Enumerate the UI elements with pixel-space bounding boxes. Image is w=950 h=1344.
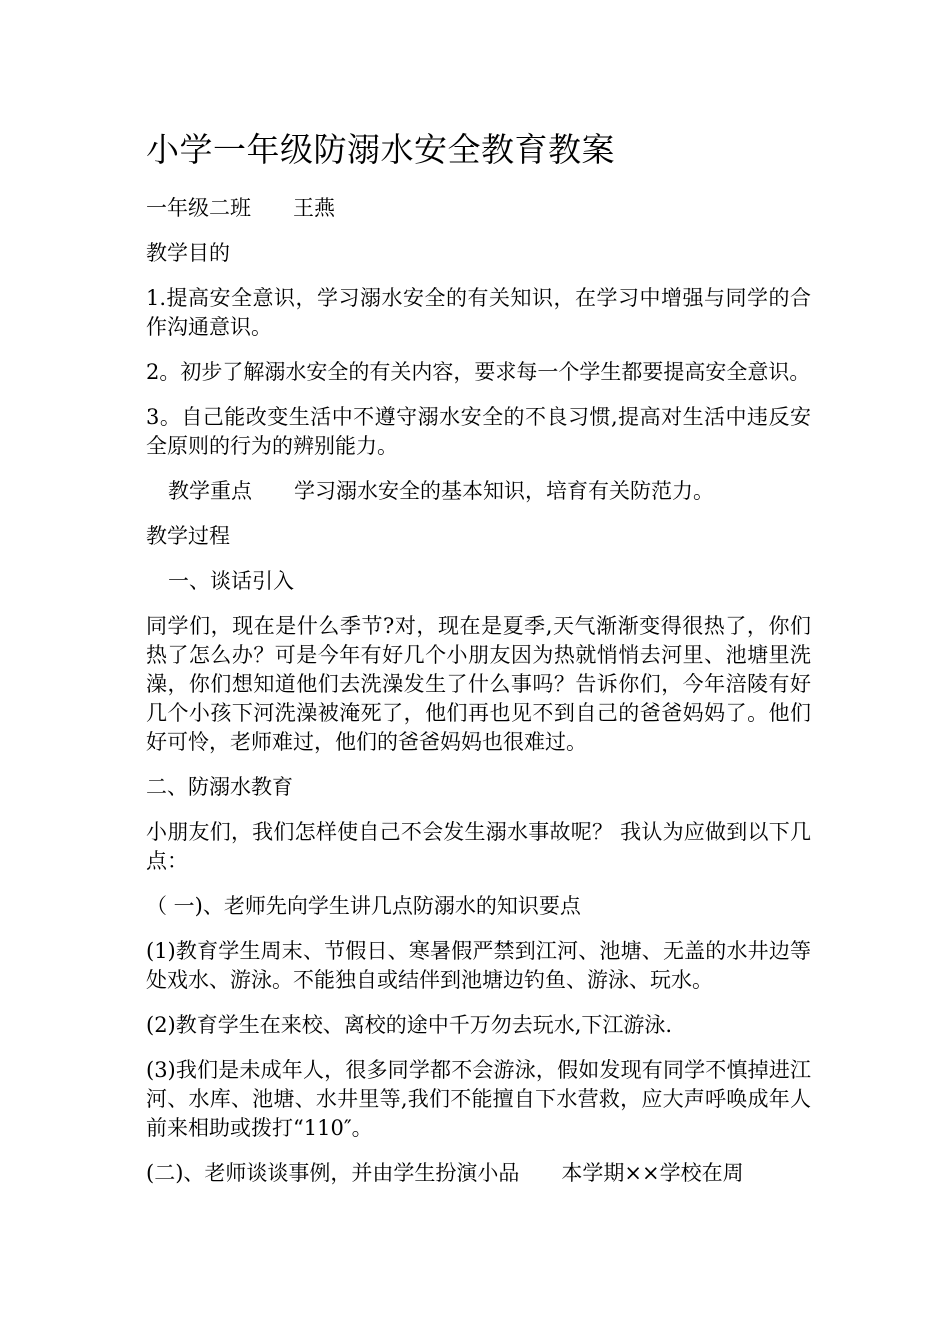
point-1: (1)教育学生周末、节假日、寒暑假严禁到江河、池塘、无盖的水井边等处戏水、游泳。不能独自或结伴到池塘边钓鱼、游泳、玩水。 <box>146 939 811 992</box>
goal-item-2: 2。初步了解溺水安全的有关内容，要求每一个学生都要提高安全意识。 <box>146 360 811 384</box>
author-class: 一年级二班 <box>146 196 251 220</box>
sub2-text: 本学期××学校在周 <box>561 1161 744 1185</box>
section2-heading: 二、防溺水教育 <box>146 775 293 799</box>
section1-heading: 一、谈话引入 <box>168 569 294 593</box>
author-name: 王燕 <box>293 196 335 220</box>
goal-item-3: 3。自己能改变生活中不遵守溺水安全的不良习惯,提高对生活中违反安全原则的行为的辨别能力。 <box>146 405 811 458</box>
process-heading: 教学过程 <box>146 524 230 548</box>
point-2: (2)教育学生在来校、离校的途中千万勿去玩水,下江游泳. <box>146 1013 673 1037</box>
sub2-paragraph <box>146 1159 811 1188</box>
teaching-focus <box>146 477 811 506</box>
document-title: 小学一年级防溺水安全教育教案 <box>146 130 615 169</box>
goals-heading: 教学目的 <box>146 241 230 265</box>
author-line <box>146 194 811 223</box>
sub1-heading: （ 一)、老师先向学生讲几点防溺水的知识要点 <box>146 894 581 918</box>
section2-intro: 小朋友们，我们怎样使自己不会发生溺水事故呢？ 我认为应做到以下几点： <box>146 820 811 873</box>
focus-text: 学习溺水安全的基本知识，培育有关防范力。 <box>294 479 714 503</box>
section1-text: 同学们，现在是什么季节?对，现在是夏季,天气渐渐变得很热了，你们热了怎么办？可是今年有好几个小朋友因为热就悄悄去河里、池塘里洗澡，你们想知道他们去洗澡发生了什么事吗？告诉你们，今年涪陵有好几个小孩下河洗澡被淹死了，他们再也见不到自己的爸爸妈妈了。他们好可怜，老师难过，他们的爸爸妈妈也很难过。 <box>146 614 811 754</box>
focus-label: 教学重点 <box>168 479 252 503</box>
point-3: (3)我们是未成年人，很多同学都不会游泳，假如发现有同学不慎掉进江河、水库、池塘、水井里等,我们不能擅自下水营救，应大声呼唤成年人前来相助或拨打“110″。 <box>146 1058 811 1140</box>
goal-item-1: 1.提高安全意识，学习溺水安全的有关知识，在学习中增强与同学的合作沟通意识。 <box>146 286 811 339</box>
document-body <box>146 128 811 1204</box>
sub2-heading: (二)、老师谈谈事例，并由学生扮演小品 <box>146 1161 520 1185</box>
